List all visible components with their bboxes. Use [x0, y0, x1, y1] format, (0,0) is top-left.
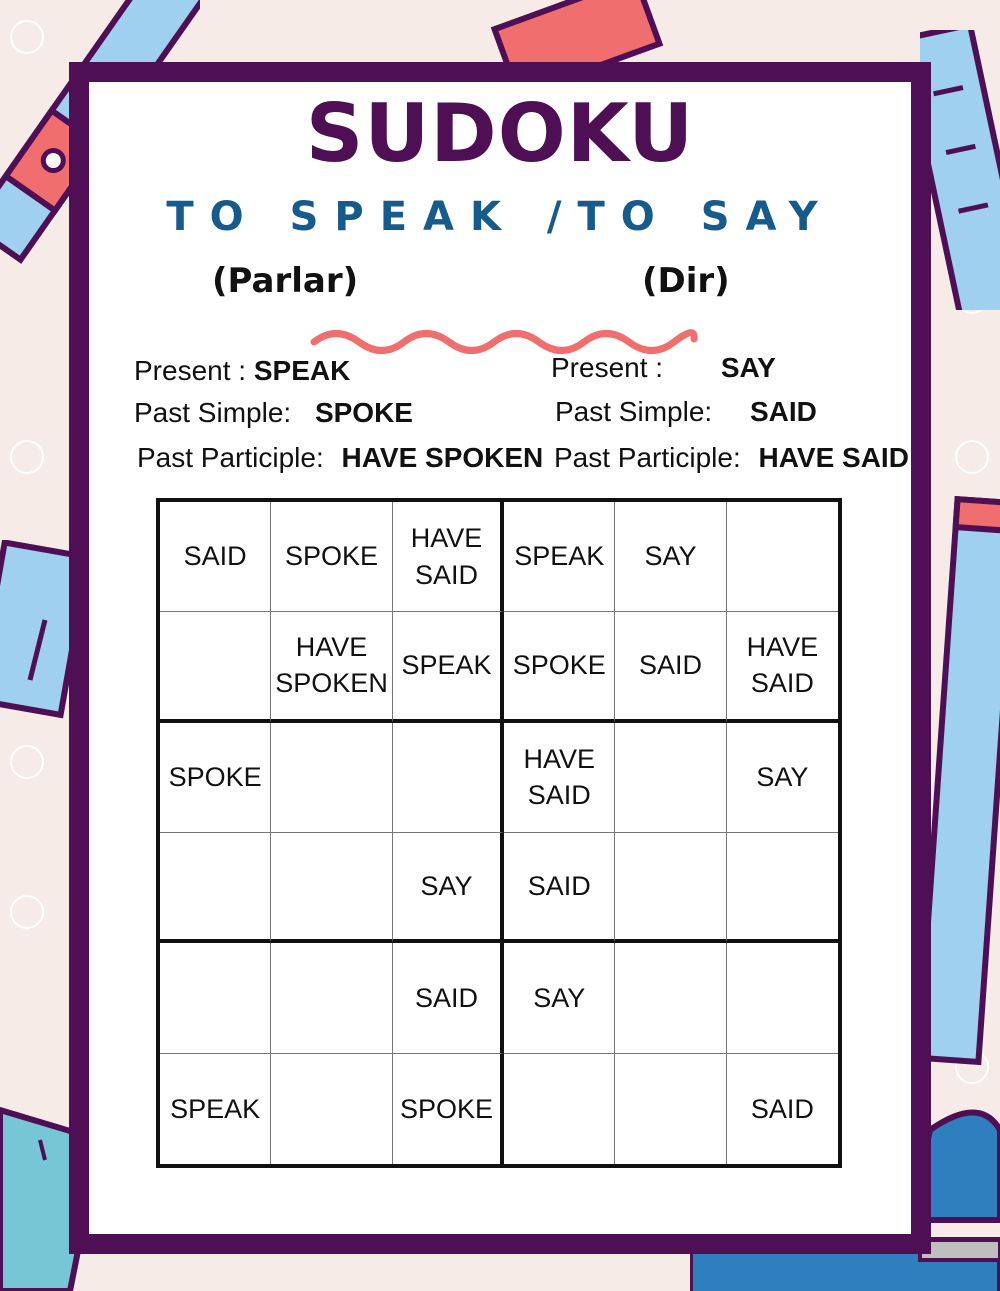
sudoku-cell: SAID — [160, 502, 271, 612]
sudoku-empty-cell[interactable] — [615, 1054, 726, 1164]
past-simple-label: Past Simple: — [555, 396, 713, 427]
sudoku-cell: SPOKE — [160, 723, 271, 833]
sudoku-empty-cell[interactable] — [271, 833, 393, 943]
sudoku-cell: SPEAK — [393, 612, 504, 722]
marker-illustration-top — [480, 0, 680, 70]
sudoku-empty-cell[interactable] — [615, 723, 726, 833]
sudoku-cell: SAY — [393, 833, 504, 943]
background-dot — [10, 745, 44, 779]
sudoku-cell: SPOKE — [271, 502, 393, 612]
past-simple-label: Past Simple: — [134, 397, 292, 428]
worksheet-subtitle: TO SPEAK /TO SAY — [166, 194, 834, 240]
sudoku-empty-cell[interactable] — [271, 943, 393, 1053]
sudoku-empty-cell[interactable] — [393, 723, 504, 833]
translation-speak: (Parlar) — [212, 261, 359, 301]
sudoku-cell: SAY — [615, 502, 726, 612]
ruler-illustration-top-right — [920, 30, 1000, 310]
say-past-participle-value: HAVE SAID — [758, 442, 909, 473]
speak-present-value: SPEAK — [253, 355, 351, 386]
say-past-simple-line — [555, 398, 817, 426]
speak-past-participle-value: HAVE SPOKEN — [341, 442, 544, 473]
pencil-illustration-right — [920, 490, 1000, 1070]
speak-past-participle-line — [137, 444, 543, 472]
sudoku-cell: HAVE SAID — [727, 612, 838, 722]
sudoku-cell: SAID — [393, 943, 504, 1053]
sudoku-empty-cell[interactable] — [615, 833, 726, 943]
sudoku-empty-cell[interactable] — [727, 833, 838, 943]
present-label: Present : — [134, 355, 247, 386]
background-dot — [10, 440, 44, 474]
speak-past-simple-line — [134, 399, 413, 427]
sudoku-empty-cell[interactable] — [727, 943, 838, 1053]
sudoku-empty-cell[interactable] — [615, 943, 726, 1053]
sudoku-cell: HAVE SAID — [504, 723, 615, 833]
sudoku-cell: SPEAK — [160, 1054, 271, 1164]
sudoku-cell: SPOKE — [393, 1054, 504, 1164]
say-present-value: SAY — [720, 352, 776, 383]
past-participle-label: Past Participle: — [554, 442, 741, 473]
say-past-simple-value: SAID — [749, 396, 817, 427]
background-dot — [10, 895, 44, 929]
sudoku-cell: SAY — [727, 723, 838, 833]
worksheet-title: SUDOKU — [305, 87, 695, 180]
speak-present-line — [134, 357, 350, 385]
sudoku-cell: SAID — [504, 833, 615, 943]
ruler-illustration-left — [0, 540, 80, 720]
sudoku-cell: SAY — [504, 943, 615, 1053]
sudoku-cell: SAID — [615, 612, 726, 722]
sudoku-cell: SPEAK — [504, 502, 615, 612]
sudoku-grid — [156, 498, 842, 1168]
say-present-line — [551, 354, 776, 382]
translation-say: (Dir) — [642, 261, 730, 301]
sudoku-empty-cell[interactable] — [271, 1054, 393, 1164]
sudoku-empty-cell[interactable] — [271, 723, 393, 833]
present-label: Present : — [551, 352, 664, 383]
say-past-participle-line — [554, 444, 909, 472]
sudoku-cell: HAVE SAID — [393, 502, 504, 612]
sudoku-cell: SPOKE — [504, 612, 615, 722]
sudoku-empty-cell[interactable] — [727, 502, 838, 612]
sudoku-cell: SAID — [750, 1093, 814, 1124]
background-dot — [955, 440, 989, 474]
speak-past-simple-value: SPOKE — [314, 397, 413, 428]
sudoku-empty-cell[interactable] — [160, 612, 271, 722]
worksheet-card — [69, 62, 931, 1254]
past-participle-label: Past Participle: — [137, 442, 324, 473]
sudoku-empty-cell[interactable] — [160, 943, 271, 1053]
sudoku-cell: HAVE SPOKEN — [271, 612, 393, 722]
sudoku-empty-cell[interactable] — [160, 833, 271, 943]
sudoku-empty-cell[interactable] — [504, 1054, 615, 1164]
